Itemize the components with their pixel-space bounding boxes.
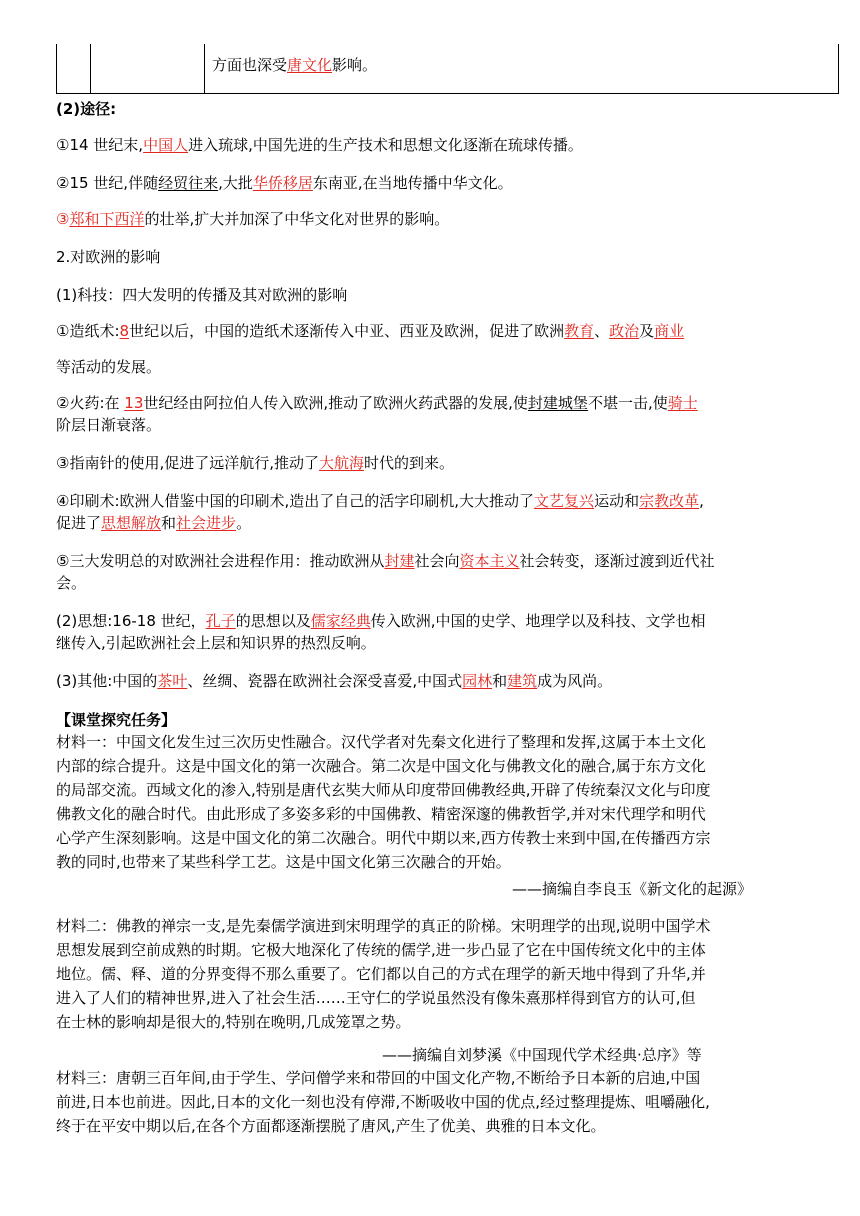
answer-text: 建筑 — [507, 672, 538, 690]
material-1-line: 教的同时,也带来了某些科学工艺。这是中国文化第三次融合的开始。 — [56, 853, 511, 871]
material-1-line: 内部的综合提升。这是中国文化的第一次融合。第二次是中国文化与佛教文化的融合,属于东方文化 — [56, 757, 706, 775]
text: ①14 世纪末, — [56, 136, 144, 154]
answer-text: 教育 — [564, 322, 595, 340]
answer-text: 骑士 — [667, 394, 698, 412]
answer-text: 茶叶 — [157, 672, 188, 690]
underlined-text: 经贸往来 — [158, 174, 219, 192]
answer-text: 唐文化 — [287, 56, 333, 74]
answer-text: 商业 — [654, 322, 685, 340]
other-line — [56, 670, 612, 692]
material-1-line: 心学产生深刻影响。这是中国文化的第二次融合。明代中期以来,西方传教士来到中国,在传播西方宗 — [56, 829, 711, 847]
text: 方面也深受 — [212, 56, 288, 74]
material-2-source: ——摘编自刘梦溪《中国现代学术经典·总序》等 — [382, 1046, 702, 1064]
text: 及 — [639, 322, 655, 340]
text: ②15 世纪,伴随 — [56, 174, 159, 192]
answer-text: 宗教改革 — [639, 492, 700, 510]
answer-text: 大航海 — [319, 454, 365, 472]
text: 世纪以后，中国的造纸术逐渐传入中亚、西亚及欧洲，促进了欧洲 — [129, 322, 565, 340]
three-inventions-line-1 — [56, 550, 715, 572]
answer-text: 园林 — [462, 672, 493, 690]
text: 。 — [236, 514, 252, 532]
answer-text: 社会进步 — [176, 514, 237, 532]
three-inventions-line-2: 会。 — [56, 574, 87, 592]
text: 进入琉球,中国先进的生产技术和思想文化逐渐在琉球传播。 — [188, 136, 583, 154]
table-cell — [91, 44, 205, 93]
printing-line-1 — [56, 490, 704, 512]
text: 传入欧洲,中国的史学、地理学以及科技、文学也相 — [370, 612, 706, 630]
thought-line-2: 继传入,引起欧洲社会上层和知识界的热烈反响。 — [56, 634, 376, 652]
answer-text: 儒家经典 — [310, 612, 371, 630]
material-1-line: 佛教文化的融合时代。由此形成了多姿多彩的中国佛教、精密深邃的佛教哲学,并对宋代理学和明代 — [56, 805, 706, 823]
table-fragment — [56, 44, 839, 94]
material-2-line: 地位。儒、释、道的分界变得不那么重要了。它们都以自己的方式在理学的新天地中得到了升华,并 — [56, 965, 706, 983]
text: 社会转变，逐渐过渡到近代社 — [519, 552, 715, 570]
table-cell-text — [212, 54, 377, 75]
section-title-europe: 2.对欧洲的影响 — [56, 248, 161, 266]
material-1-line: 的局部交流。西域文化的渗入,特别是唐代玄奘大师从印度带回佛教经典,开辟了传统秦汉文化与印度 — [56, 781, 711, 799]
answer-text: 8 — [119, 322, 130, 340]
paper-line-2: 等活动的发展。 — [56, 358, 162, 376]
material-3-line: 材料三：唐朝三百年间,由于学生、学问僧学来和带回的中国文化产物,不断给予日本新的启迪,中国 — [56, 1069, 701, 1087]
route-2 — [56, 172, 513, 194]
route-1 — [56, 134, 583, 156]
answer-text: 郑和下西洋 — [69, 210, 145, 228]
section-title-routes: (2)途径: — [56, 100, 117, 118]
text: 运动和 — [594, 492, 640, 510]
text: ,大批 — [218, 174, 253, 192]
answer-text: 思想解放 — [101, 514, 162, 532]
material-2-line: 进入了人们的精神世界,进入了社会生活……王守仁的学说虽然没有像朱熹那样得到官方的认可,但 — [56, 989, 696, 1007]
text: ③ — [56, 210, 70, 228]
compass-line — [56, 452, 454, 474]
text: ⑤三大发明总的对欧洲社会进程作用：推动欧洲从 — [56, 552, 385, 570]
thought-line-1 — [56, 610, 706, 632]
answer-text: 资本主义 — [459, 552, 520, 570]
text: 、 — [594, 322, 610, 340]
material-1-line: 材料一：中国文化发生过三次历史性融合。汉代学者对先秦文化进行了整理和发挥,这属于本土文化 — [56, 733, 706, 751]
answer-text: 封建 — [384, 552, 415, 570]
material-3-line: 终于在平安中期以后,在各个方面都逐渐摆脱了唐风,产生了优美、典雅的日本文化。 — [56, 1117, 606, 1135]
material-2-line: 在士林的影响却是很大的,特别在晚明,几成笼罩之势。 — [56, 1013, 411, 1031]
answer-text: 华侨移居 — [252, 174, 313, 192]
text: ②火药:在 — [56, 394, 125, 412]
text: ③指南针的使用,促进了远洋航行,推动了 — [56, 454, 319, 472]
answer-text: 孔子 — [205, 612, 236, 630]
answer-text: 中国人 — [143, 136, 189, 154]
text: 的思想以及 — [235, 612, 311, 630]
text: 东南亚,在当地传播中华文化。 — [312, 174, 513, 192]
text: 不堪一击,使 — [587, 394, 668, 412]
text: ④印刷术:欧洲人借鉴中国的印刷术,造出了自己的活字印刷机,大大推动了 — [56, 492, 535, 510]
route-3 — [56, 208, 449, 230]
text: 影响。 — [332, 56, 378, 74]
text: 、丝绸、瓷器在欧洲社会深受喜爱,中国式 — [187, 672, 463, 690]
paper-line-1 — [56, 320, 684, 342]
text: 和 — [161, 514, 177, 532]
answer-text: 政治 — [609, 322, 640, 340]
task-title: 【课堂探究任务】 — [56, 711, 177, 729]
text: (3)其他:中国的 — [56, 672, 158, 690]
answer-text: 13 — [124, 394, 144, 412]
text: 时代的到来。 — [364, 454, 455, 472]
text: , — [699, 492, 704, 510]
material-2-line: 思想发展到空前成熟的时期。它极大地深化了传统的儒学,进一步凸显了它在中国传统文化中的主体 — [56, 941, 706, 959]
gunpowder-line-1 — [56, 392, 698, 414]
text: 成为风尚。 — [537, 672, 613, 690]
subsection-title-science: (1)科技：四大发明的传播及其对欧洲的影响 — [56, 286, 348, 304]
table-cell — [57, 44, 91, 93]
gunpowder-line-2: 阶层日渐衰落。 — [56, 416, 162, 434]
text: (2)思想:16-18 世纪， — [56, 612, 206, 630]
text: 世纪经由阿拉伯人传入欧洲,推动了欧洲火药武器的发展,使 — [143, 394, 528, 412]
text: 社会向 — [414, 552, 460, 570]
material-3-line: 前进,日本也前进。因此,日本的文化一刻也没有停滞,不断吸收中国的优点,经过整理提炼、咀嚼融化, — [56, 1093, 710, 1111]
text: ①造纸术: — [56, 322, 120, 340]
underlined-text: 封建城堡 — [527, 394, 588, 412]
printing-line-2 — [56, 512, 251, 534]
material-2-line: 材料二：佛教的禅宗一支,是先秦儒学演进到宋明理学的真正的阶梯。宋明理学的出现,说明中国学术 — [56, 917, 711, 935]
text: 的壮举,扩大并加深了中华文化对世界的影响。 — [144, 210, 450, 228]
text: 和 — [492, 672, 508, 690]
text: 促进了 — [56, 514, 102, 532]
material-1-source: ——摘编自李良玉《新文化的起源》 — [512, 880, 753, 898]
answer-text: 文艺复兴 — [534, 492, 595, 510]
